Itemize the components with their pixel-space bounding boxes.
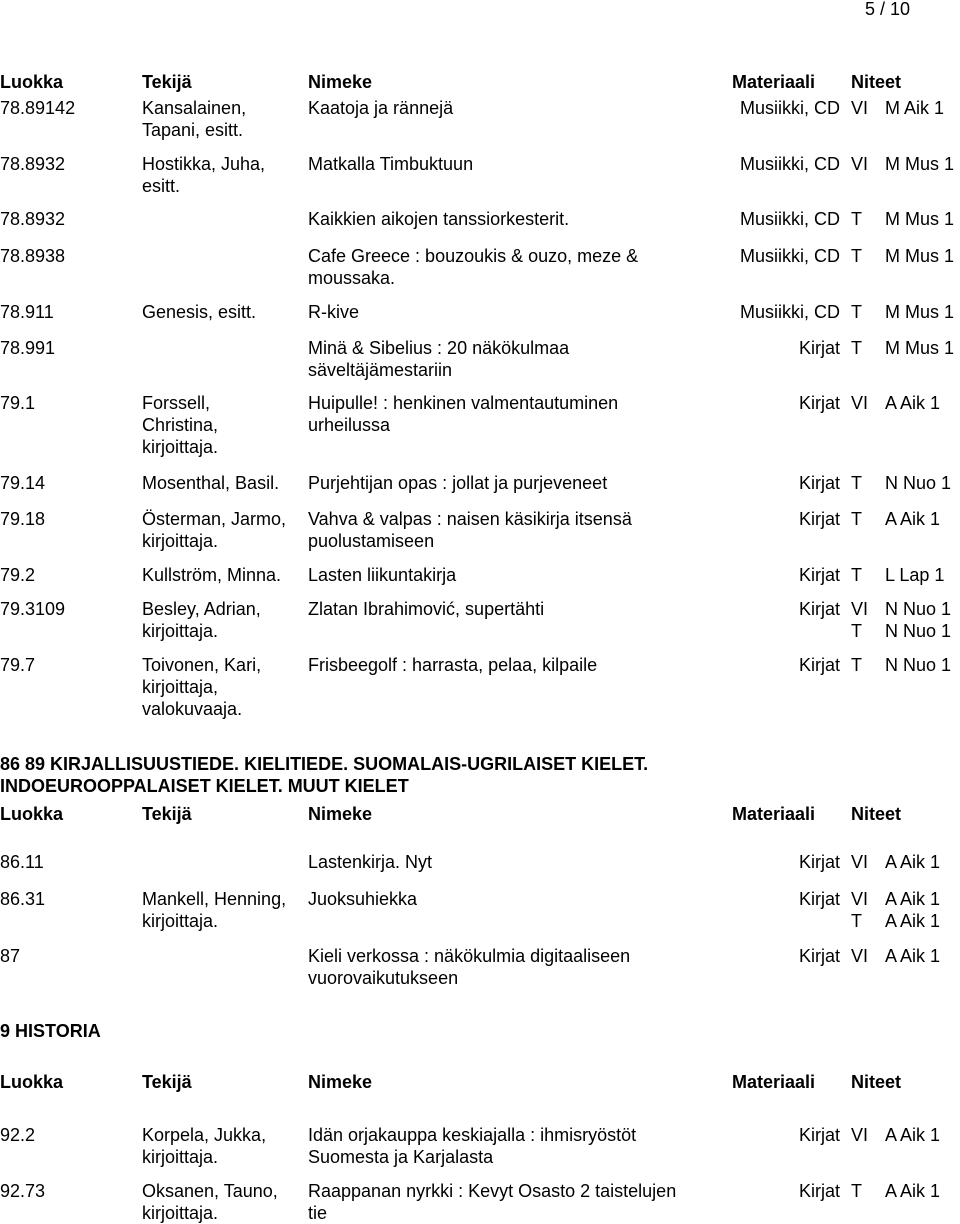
- row-tekija: kirjoittaja.: [142, 1203, 219, 1223]
- row-tekija: Genesis, esitt.: [142, 302, 257, 322]
- row-niteet-location: A Aik 1: [885, 1125, 941, 1145]
- row-tekija: kirjoittaja.: [142, 531, 219, 551]
- row-luokka: 78.89142: [0, 98, 76, 118]
- row-materiaali: Kirjat: [798, 655, 840, 675]
- row-nimeke: Juoksuhiekka: [308, 889, 418, 909]
- section-title: 86 89 KIRJALLISUUSTIEDE. KIELITIEDE. SUOMALAIS-UGRILAISET KIELET.: [0, 754, 649, 774]
- row-luokka: 79.2: [0, 565, 36, 585]
- row-luokka: 92.2: [0, 1125, 36, 1145]
- row-niteet-type: T: [851, 565, 862, 585]
- row-niteet-location: M Mus 1: [885, 246, 955, 266]
- row-materiaali: Kirjat: [798, 338, 840, 358]
- header-materiaali: Materiaali: [732, 804, 816, 824]
- row-niteet-type: T: [851, 1181, 862, 1201]
- row-tekija: Mankell, Henning,: [142, 889, 287, 909]
- row-materiaali: Musiikki, CD: [739, 154, 840, 174]
- row-niteet-location: A Aik 1: [885, 393, 941, 413]
- header-luokka: Luokka: [0, 1072, 64, 1092]
- row-niteet-location: N Nuo 1: [885, 473, 952, 493]
- row-tekija: Forssell,: [142, 393, 211, 413]
- row-luokka: 79.7: [0, 655, 36, 675]
- header-materiaali: Materiaali: [732, 1072, 816, 1092]
- header-materiaali: Materiaali: [732, 72, 816, 92]
- row-materiaali: Kirjat: [798, 1125, 840, 1145]
- row-nimeke: moussaka.: [308, 268, 396, 288]
- row-nimeke: tie: [308, 1203, 328, 1223]
- row-niteet-type: T: [851, 246, 862, 266]
- row-niteet-type: T: [851, 911, 862, 931]
- header-tekija: Tekijä: [142, 804, 192, 824]
- row-luokka: 78.8938: [0, 246, 66, 266]
- row-nimeke: R-kive: [308, 302, 360, 322]
- row-nimeke: Minä & Sibelius : 20 näkökulmaa: [308, 338, 570, 358]
- header-nimeke: Nimeke: [308, 804, 373, 824]
- row-luokka: 86.31: [0, 889, 46, 909]
- row-tekija: Kansalainen,: [142, 98, 247, 118]
- row-tekija: Korpela, Jukka,: [142, 1125, 267, 1145]
- row-nimeke: Huipulle! : henkinen valmentautuminen: [308, 393, 619, 413]
- row-luokka: 79.18: [0, 509, 46, 529]
- header-niteet: Niteet: [851, 804, 902, 824]
- row-luokka: 78.8932: [0, 209, 66, 229]
- row-materiaali: Musiikki, CD: [739, 209, 840, 229]
- row-nimeke: Matkalla Timbuktuun: [308, 154, 474, 174]
- row-materiaali: Kirjat: [798, 599, 840, 619]
- header-niteet: Niteet: [851, 72, 902, 92]
- row-niteet-location: L Lap 1: [885, 565, 945, 585]
- row-tekija: Mosenthal, Basil.: [142, 473, 280, 493]
- row-nimeke: Kieli verkossa : näkökulmia digitaaliseen: [308, 946, 631, 966]
- row-niteet-type: T: [851, 509, 862, 529]
- row-tekija: valokuvaaja.: [142, 699, 243, 719]
- row-materiaali: Musiikki, CD: [739, 98, 840, 118]
- row-nimeke: Vahva & valpas : naisen käsikirja itsensä: [308, 509, 632, 529]
- row-niteet-type: VI: [851, 852, 869, 872]
- row-niteet-location: N Nuo 1: [885, 599, 952, 619]
- header-niteet: Niteet: [851, 1072, 902, 1092]
- row-tekija: Österman, Jarmo,: [142, 509, 287, 529]
- row-nimeke: puolustamiseen: [308, 531, 435, 551]
- row-nimeke: Kaikkien aikojen tanssiorkesterit.: [308, 209, 570, 229]
- row-tekija: Christina,: [142, 415, 219, 435]
- row-nimeke: Frisbeegolf : harrasta, pelaa, kilpaile: [308, 655, 598, 675]
- row-luokka: 87: [0, 946, 21, 966]
- row-niteet-location: M Aik 1: [885, 98, 945, 118]
- row-materiaali: Kirjat: [798, 473, 840, 493]
- row-nimeke: Idän orjakauppa keskiajalla : ihmisryöstöt: [308, 1125, 637, 1145]
- section-title: INDOEUROOPPALAISET KIELET. MUUT KIELET: [0, 776, 409, 796]
- row-materiaali: Kirjat: [798, 852, 840, 872]
- row-nimeke: Zlatan Ibrahimović, supertähti: [308, 599, 545, 619]
- row-tekija: kirjoittaja.: [142, 437, 219, 457]
- row-niteet-type: T: [851, 621, 862, 641]
- row-niteet-type: T: [851, 338, 862, 358]
- row-niteet-type: T: [851, 655, 862, 675]
- header-tekija: Tekijä: [142, 72, 192, 92]
- row-tekija: esitt.: [142, 176, 181, 196]
- row-luokka: 79.14: [0, 473, 46, 493]
- row-luokka: 78.991: [0, 338, 56, 358]
- row-niteet-type: VI: [851, 946, 869, 966]
- row-tekija: Besley, Adrian,: [142, 599, 261, 619]
- row-niteet-type: VI: [851, 393, 869, 413]
- row-materiaali: Kirjat: [798, 946, 840, 966]
- row-nimeke: vuorovaikutukseen: [308, 968, 459, 988]
- row-materiaali: Kirjat: [798, 889, 840, 909]
- header-luokka: Luokka: [0, 72, 64, 92]
- header-nimeke: Nimeke: [308, 72, 373, 92]
- row-niteet-type: VI: [851, 98, 869, 118]
- header-nimeke: Nimeke: [308, 1072, 373, 1092]
- page-number: 5 / 10: [864, 0, 910, 19]
- row-materiaali: Musiikki, CD: [739, 302, 840, 322]
- row-nimeke: Raappanan nyrkki : Kevyt Osasto 2 taistelujen: [308, 1181, 677, 1201]
- row-nimeke: Lasten liikuntakirja: [308, 565, 457, 585]
- row-luokka: 92.73: [0, 1181, 46, 1201]
- row-tekija: Tapani, esitt.: [142, 120, 244, 140]
- row-luokka: 78.8932: [0, 154, 66, 174]
- row-tekija: kirjoittaja,: [142, 677, 219, 697]
- row-luokka: 79.3109: [0, 599, 66, 619]
- row-nimeke: urheilussa: [308, 415, 391, 435]
- row-luokka: 86.11: [0, 852, 44, 872]
- row-tekija: kirjoittaja.: [142, 621, 219, 641]
- row-nimeke: Lastenkirja. Nyt: [308, 852, 433, 872]
- row-nimeke: Kaatoja ja rännejä: [308, 98, 454, 118]
- row-niteet-location: A Aik 1: [885, 852, 941, 872]
- row-materiaali: Kirjat: [798, 1181, 840, 1201]
- row-niteet-location: M Mus 1: [885, 302, 955, 322]
- row-niteet-location: M Mus 1: [885, 209, 955, 229]
- row-tekija: kirjoittaja.: [142, 1147, 219, 1167]
- row-niteet-type: VI: [851, 154, 869, 174]
- row-tekija: Toivonen, Kari,: [142, 655, 262, 675]
- row-niteet-location: A Aik 1: [885, 946, 941, 966]
- header-tekija: Tekijä: [142, 1072, 192, 1092]
- row-nimeke: Cafe Greece : bouzoukis & ouzo, meze &: [308, 246, 639, 266]
- row-luokka: 78.911: [0, 302, 54, 322]
- row-nimeke: Purjehtijan opas : jollat ja purjeveneet: [308, 473, 608, 493]
- row-tekija: Hostikka, Juha,: [142, 154, 266, 174]
- row-niteet-type: VI: [851, 1125, 869, 1145]
- row-materiaali: Kirjat: [798, 509, 840, 529]
- row-tekija: Oksanen, Tauno,: [142, 1181, 278, 1201]
- section-title: 9 HISTORIA: [0, 1021, 101, 1041]
- row-niteet-location: N Nuo 1: [885, 655, 952, 675]
- row-niteet-type: T: [851, 473, 862, 493]
- row-tekija: Kullström, Minna.: [142, 565, 282, 585]
- row-materiaali: Kirjat: [798, 393, 840, 413]
- row-niteet-type: T: [851, 209, 862, 229]
- row-nimeke: Suomesta ja Karjalasta: [308, 1147, 494, 1167]
- row-niteet-location: M Mus 1: [885, 338, 955, 358]
- row-niteet-type: VI: [851, 599, 869, 619]
- row-nimeke: säveltäjämestariin: [308, 360, 453, 380]
- row-niteet-location: M Mus 1: [885, 154, 955, 174]
- row-materiaali: Musiikki, CD: [739, 246, 840, 266]
- row-materiaali: Kirjat: [798, 565, 840, 585]
- row-niteet-location: A Aik 1: [885, 509, 941, 529]
- row-niteet-type: T: [851, 302, 862, 322]
- row-niteet-type: VI: [851, 889, 869, 909]
- row-niteet-location: A Aik 1: [885, 911, 941, 931]
- header-luokka: Luokka: [0, 804, 64, 824]
- row-niteet-location: A Aik 1: [885, 889, 941, 909]
- row-niteet-location: N Nuo 1: [885, 621, 952, 641]
- row-niteet-location: A Aik 1: [885, 1181, 941, 1201]
- row-tekija: kirjoittaja.: [142, 911, 219, 931]
- row-luokka: 79.1: [0, 393, 36, 413]
